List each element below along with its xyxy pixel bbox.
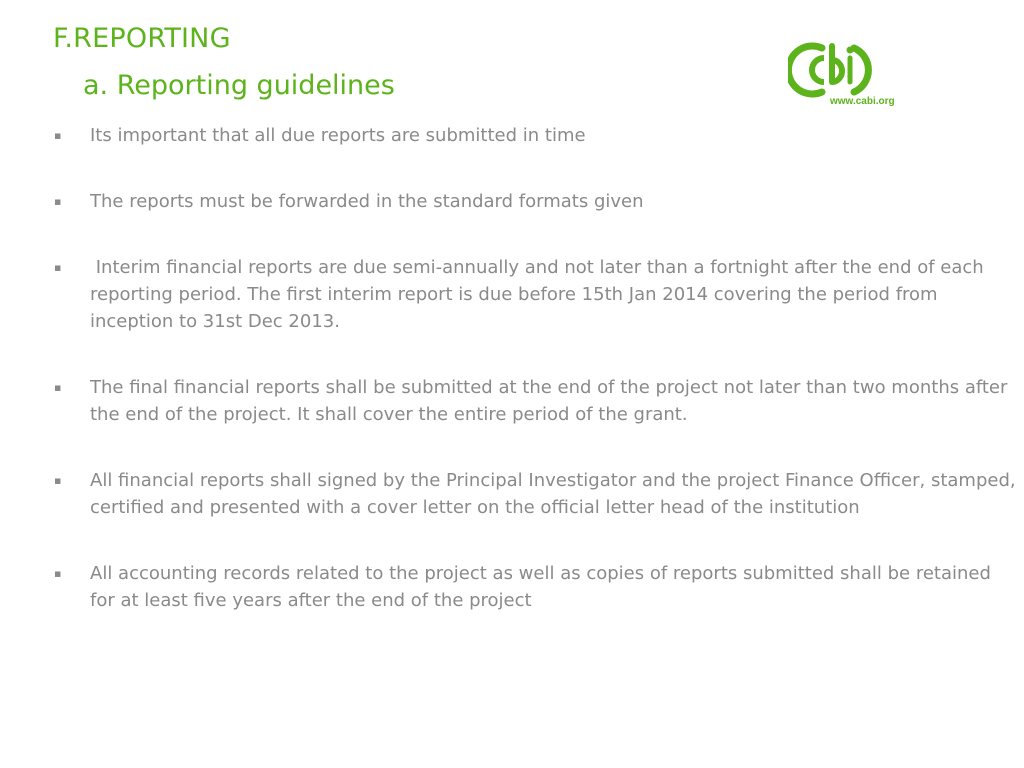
bullet-square-icon: ▪ — [54, 195, 62, 208]
bullet-list — [54, 122, 1022, 653]
bullet-item — [54, 374, 1016, 428]
bullet-text: Interim financial reports are due semi-annually and not later than a fortnight after the end of each reporting period. The first interim report is due before 15th Jan 2014 covering the period from inception to 31st Dec 2013. — [90, 257, 990, 332]
bullet-square-icon: ▪ — [54, 129, 62, 142]
bullet-text: The final financial reports shall be submitted at the end of the project not later than two months after the end of the project. It shall cover the entire period of the grant. — [90, 377, 1014, 425]
cabi-logo-icon — [788, 38, 918, 98]
cabi-logo — [788, 38, 918, 118]
bullet-text: The reports must be forwarded in the standard formats given — [90, 191, 644, 212]
bullet-item — [54, 560, 1016, 614]
bullet-item — [54, 467, 1022, 521]
bullet-text: Its important that all due reports are submitted in time — [90, 125, 586, 146]
bullet-item — [54, 122, 1016, 149]
bullet-text: All accounting records related to the project as well as copies of reports submitted shall be retained for at least five years after the end of the project — [90, 563, 997, 611]
slide-title: F.REPORTING — [53, 23, 231, 54]
slide-subtitle: a. Reporting guidelines — [83, 70, 395, 101]
bullet-item — [54, 188, 1016, 215]
bullet-item — [54, 254, 1016, 335]
bullet-square-icon: ▪ — [54, 381, 62, 394]
bullet-text: All financial reports shall signed by the Principal Investigator and the project Finance Officer, stamped, certified and presented with a cover letter on the official letter head of the institution — [90, 470, 1022, 518]
bullet-square-icon: ▪ — [54, 567, 62, 580]
bullet-square-icon: ▪ — [54, 261, 62, 274]
bullet-square-icon: ▪ — [54, 474, 62, 487]
logo-url-text: www.cabi.org — [830, 96, 895, 107]
